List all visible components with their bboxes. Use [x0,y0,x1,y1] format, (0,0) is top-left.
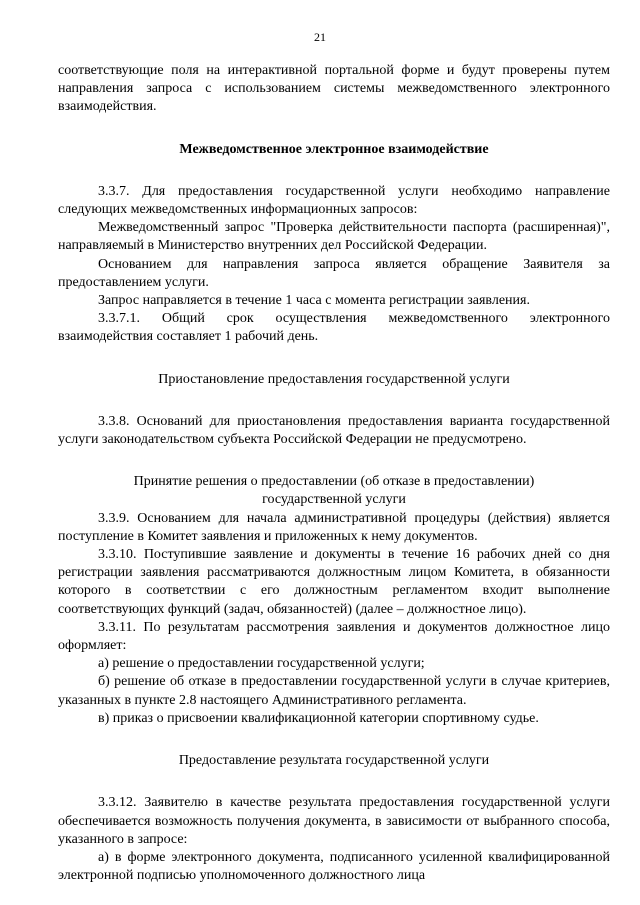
section-heading: Принятие решения о предоставлении (об отказе в предоставлении) государственной услуги [133,474,535,508]
section-heading: Приостановление предоставления государственной услуги [158,371,510,387]
paragraph: Запрос направляется в течение 1 часа с момента регистрации заявления. [98,293,530,309]
list-item: а) в форме электронного документа, подписанного усиленной квалифицированной электронной подписью уполномоченного должностного лица [58,849,610,884]
list-item: б) решение об отказе в предоставлении государственной услуги в случае критериев, указанных в пункте 2.8 настоящего Административного регламента. [58,674,610,708]
paragraph: Межведомственный запрос "Проверка действительности паспорта (расширенная)", направляемый в Министерство внутренних дел Российской Федерации. [58,220,610,254]
paragraph: соответствующие поля на интерактивной портальной форме и будут проверены путем направления запроса с использованием системы межведомственного электронного взаимодействия. [58,63,610,115]
section-heading: Предоставление результата государственной услуги [178,753,490,769]
paragraph: 3.3.9. Основанием для начала административной процедуры (действия) является поступление в Комитет заявления и приложенных к нему документов. [58,510,610,544]
section-heading: Межведомственное электронное взаимодействие [179,141,489,157]
paragraph: 3.3.12. Заявителю в качестве результата предоставления государственной услуги обеспечивается возможность получения документа, в зависимости от выбранного способа, указанного в запросе: [58,795,610,847]
paragraph: 3.3.8. Оснований для приостановления предоставления варианта государственной услуги законодательством субъекта Российской Федерации не предусмотрено. [58,413,610,448]
paragraph: 3.3.10. Поступившие заявление и документы в течение 16 рабочих дней со дня регистрации заявления рассматриваются должностным лицом Комитета, в обязанности которого в соответствии с его должностным регламентом входит выполнение соответствующих функций (задач, обязанностей) (далее – должностное лицо). [58,547,610,617]
list-item: а) решение о предоставлении государственной услуги; [98,656,425,672]
page-number: 21 [314,30,326,44]
list-item: в) приказ о присвоении квалификационной категории спортивному судье. [98,710,539,726]
paragraph: 3.3.7.1. Общий срок осуществления межведомственного электронного взаимодействия составляет 1 рабочий день. [58,311,610,345]
paragraph: Основанием для направления запроса является обращение Заявителя за предоставлением услуги. [58,256,610,290]
document-body [58,62,610,885]
paragraph: 3.3.7. Для предоставления государственной услуги необходимо направление следующих межведомственных информационных запросов: [58,183,610,218]
paragraph: 3.3.11. По результатам рассмотрения заявления и документов должностное лицо оформляет: [58,619,610,654]
